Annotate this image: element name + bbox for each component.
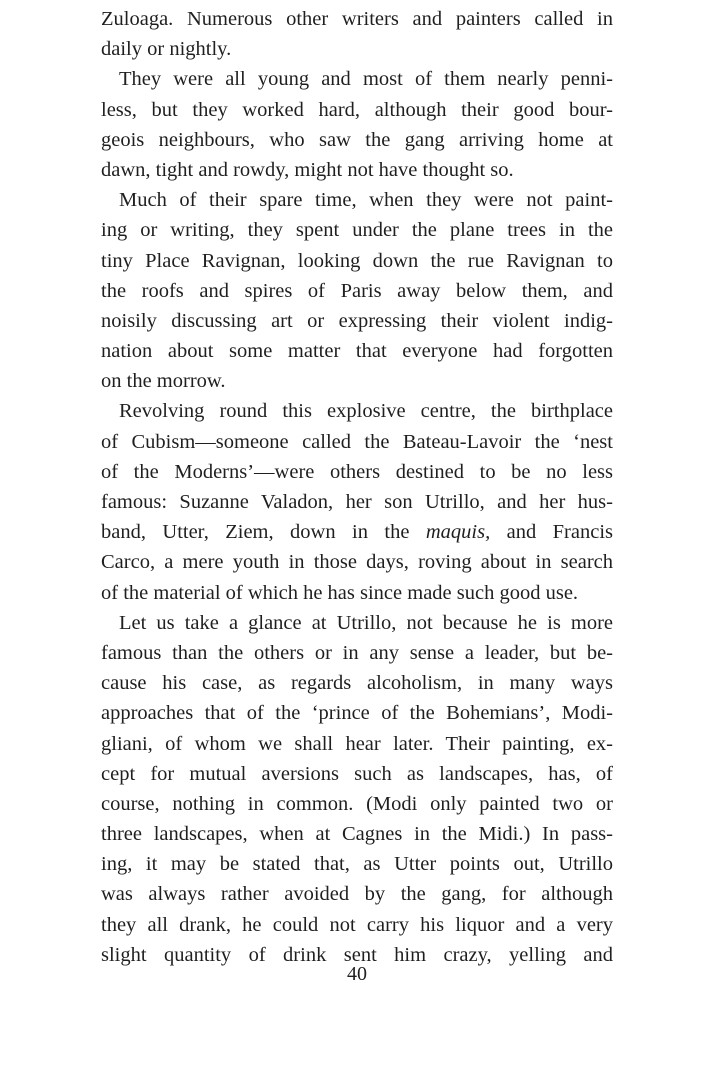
text-line: Revolving round this explosive centre, the birthplace bbox=[119, 400, 613, 423]
text-line: nation about some matter that everyone had forgotten bbox=[101, 340, 613, 363]
text-line: Let us take a glance at Utrillo, not because he is more bbox=[119, 611, 613, 634]
text-line: the roofs and spires of Paris away below them, and bbox=[101, 279, 613, 302]
text-run: and Francis bbox=[490, 521, 613, 544]
text-line: on the morrow. bbox=[101, 370, 226, 393]
text-line: they all drank, he could not carry his liquor and a very bbox=[101, 913, 613, 936]
text-line: approaches that of the ‘prince of the Bohemians’, Modi- bbox=[101, 702, 613, 725]
text-run: band, Utter, Ziem, down in the bbox=[101, 521, 426, 544]
text-line: less, but they worked hard, although their good bour- bbox=[101, 98, 613, 121]
page-number: 40 bbox=[347, 963, 367, 985]
text-line: tiny Place Ravignan, looking down the rue Ravignan to bbox=[101, 249, 613, 272]
body-text bbox=[101, 4, 613, 970]
text-line: was always rather avoided by the gang, for although bbox=[101, 883, 613, 906]
text-line: slight quantity of drink sent him crazy, yelling and bbox=[101, 943, 613, 966]
text-line: Carco, a mere youth in those days, roving about in search bbox=[101, 551, 613, 574]
text-line: famous than the others or in any sense a leader, but be- bbox=[101, 641, 613, 664]
text-line: of the material of which he has since made such good use. bbox=[101, 581, 579, 604]
text-line: noisily discussing art or expressing their violent indig- bbox=[101, 309, 613, 332]
text-line: gliani, of whom we shall hear later. Their painting, ex- bbox=[101, 732, 613, 755]
text-line: of Cubism—someone called the Bateau-Lavoir the ‘nest bbox=[101, 430, 613, 453]
text-line: daily or nightly. bbox=[101, 38, 232, 61]
text-line: Much of their spare time, when they were not paint- bbox=[119, 189, 613, 212]
text-line-with-italic bbox=[101, 517, 613, 547]
text-line: cause his case, as regards alcoholism, in many ways bbox=[101, 672, 613, 695]
text-line: of the Moderns’—were others destined to be no less bbox=[101, 460, 613, 483]
text-line: geois neighbours, who saw the gang arriving home at bbox=[101, 128, 613, 151]
italic-word: maquis, bbox=[425, 521, 491, 544]
text-line: cept for mutual aversions such as landscapes, has, of bbox=[101, 762, 613, 785]
text-line: dawn, tight and rowdy, might not have thought so. bbox=[101, 158, 514, 181]
text-line: Zuloaga. Numerous other writers and painters called in bbox=[101, 8, 613, 30]
text-line: famous: Suzanne Valadon, her son Utrillo, and her hus- bbox=[101, 491, 613, 513]
text-line: ing or writing, they spent under the plane trees in the bbox=[101, 219, 613, 242]
text-line: three landscapes, when at Cagnes in the Midi.) In pass- bbox=[101, 823, 613, 846]
text-line: course, nothing in common. (Modi only painted two or bbox=[101, 792, 613, 815]
text-line: They were all young and most of them nearly penni- bbox=[119, 68, 613, 91]
text-line: ing, it may be stated that, as Utter points out, Utrillo bbox=[101, 853, 613, 876]
